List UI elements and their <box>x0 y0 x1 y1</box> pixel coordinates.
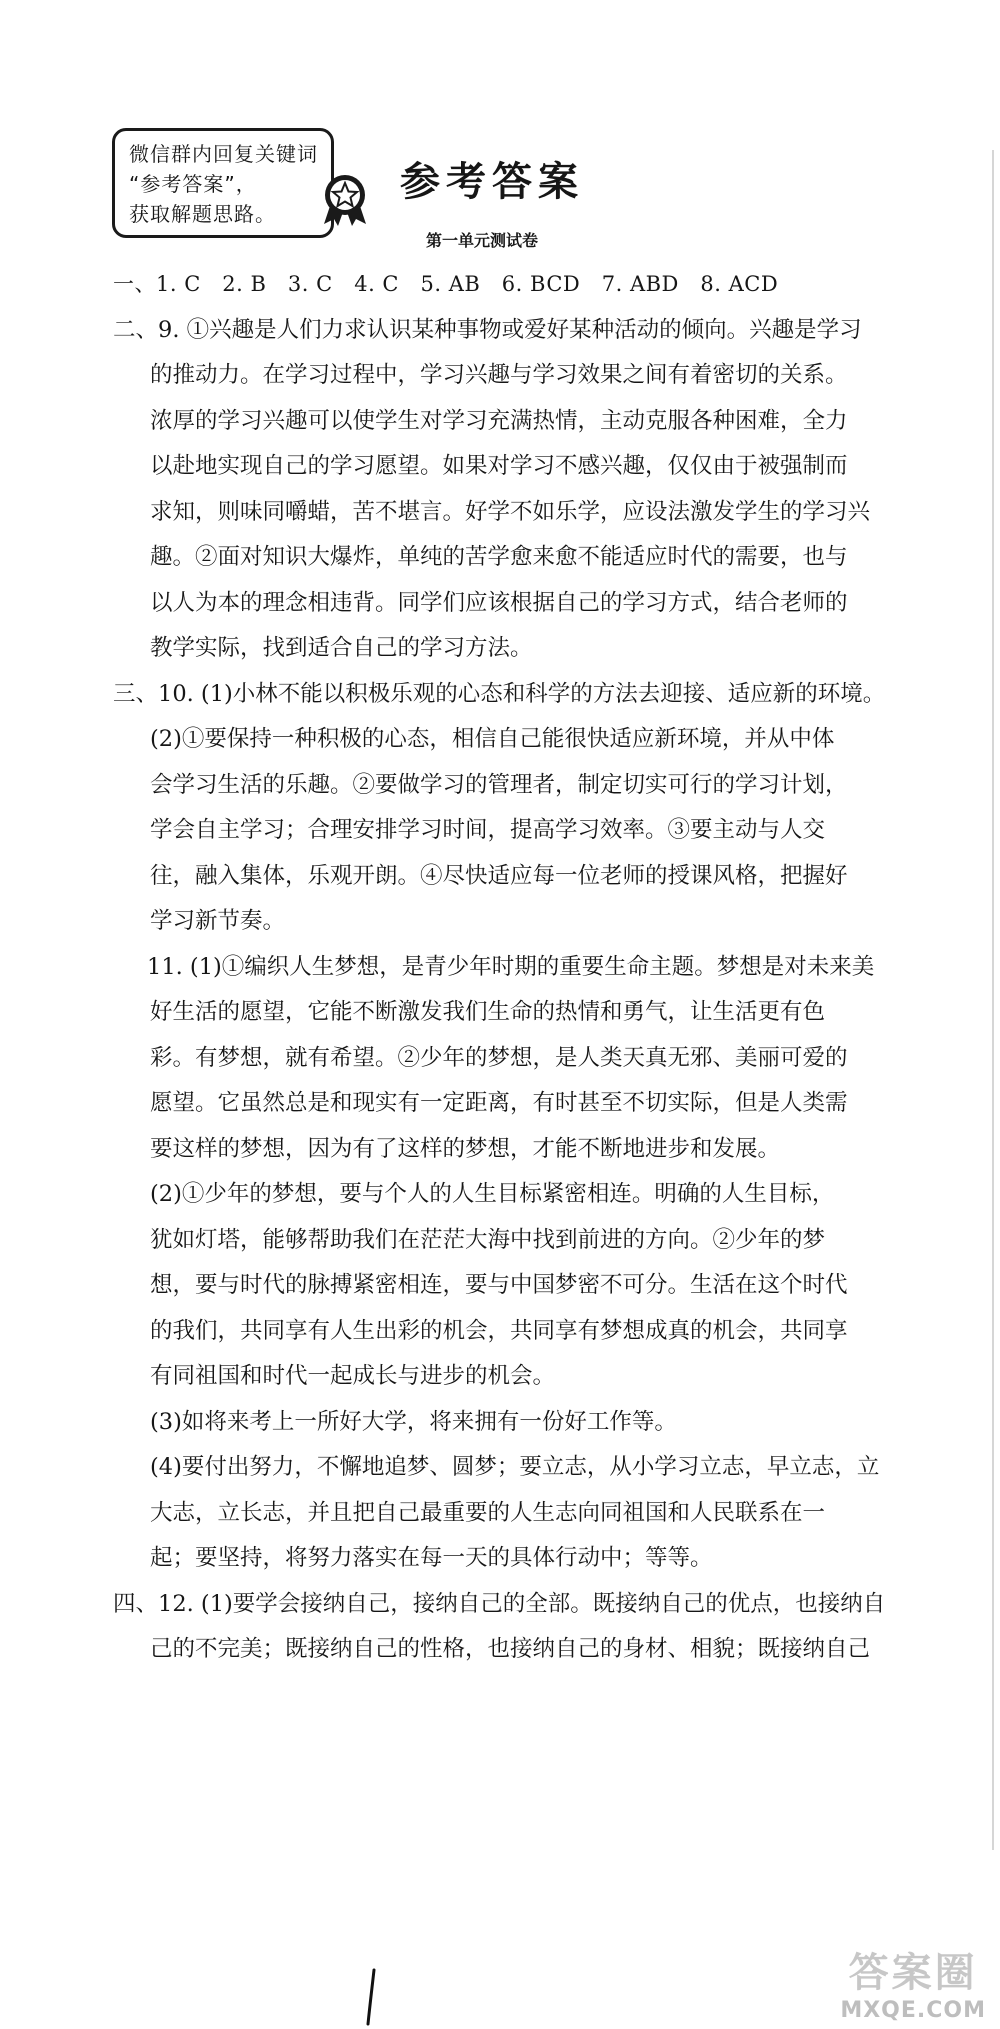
answer-line: (4)要付出努力，不懈地追梦、圆梦；要立志，从小学习立志，早立志，立 <box>150 1454 880 1480</box>
section-4-answer <box>113 1582 943 1673</box>
answer-line: 往，融入集体，乐观开朗。④尽快适应每一位老师的授课风格，把握好 <box>150 862 848 889</box>
answer-line: 的推动力。在学习过程中，学习兴趣与学习效果之间有着密切的关系。 <box>150 362 848 388</box>
section-3-answer <box>113 672 943 1582</box>
answer-line: 学会自主学习；合理安排学习时间，提高学习效率。③要主动与人交 <box>150 817 826 843</box>
answer-line: 要这样的梦想，因为有了这样的梦想，才能不断地进步和发展。 <box>150 1135 781 1162</box>
answer-line: (2)①要保持一种积极的心态，相信自己能很快适应新环境，并从中体 <box>150 726 835 752</box>
answer-line: 以赴地实现自己的学习愿望。如果对学习不感兴趣，仅仅由于被强制而 <box>150 453 848 479</box>
answer-line: 好生活的愿望，它能不断激发我们生命的热情和勇气，让生活更有色 <box>150 999 826 1025</box>
answer-line: 二、9. ①兴趣是人们力求认识某种事物或爱好某种活动的倾向。兴趣是学习 <box>113 316 862 343</box>
answer-line: 起；要坚持，将努力落实在每一天的具体行动中；等等。 <box>150 1545 713 1571</box>
notice-line: 获取解题思路。 <box>129 202 276 226</box>
answer-line: 彩。有梦想，就有希望。②少年的梦想，是人类天真无邪、美丽可爱的 <box>150 1044 848 1071</box>
notice-line: 微信群内回复关键词 <box>129 142 318 166</box>
answer-line: 的我们，共同享有人生出彩的机会，共同享有梦想成真的机会，共同享 <box>150 1317 848 1344</box>
unit-subtitle: 第一单元测试卷 <box>426 231 539 250</box>
answer-line: (2)①少年的梦想，要与个人的人生目标紧密相连。明确的人生目标， <box>150 1181 835 1207</box>
section-2-answer <box>113 308 943 672</box>
page-title: 参考答案 <box>400 159 584 205</box>
answer-line: 11. (1)①编织人生梦想，是青少年时期的重要生命主题。梦想是对未来美 <box>147 953 875 980</box>
answer-line: 己的不完美；既接纳自己的性格，也接纳自己的身材、相貌；既接纳自己 <box>150 1636 871 1662</box>
answer-line: 想，要与时代的脉搏紧密相连，要与中国梦密不可分。生活在这个时代 <box>150 1272 848 1298</box>
answer-line: 犹如灯塔，能够帮助我们在茫茫大海中找到前进的方向。②少年的梦 <box>150 1226 826 1253</box>
star-ribbon-badge-icon <box>316 170 374 228</box>
answer-line: 浓厚的学习兴趣可以使学生对学习充满热情，主动克服各种困难，全力 <box>150 407 848 434</box>
answer-line: 教学实际，找到适合自己的学习方法。 <box>150 635 533 661</box>
answer-line: (3)如将来考上一所好大学，将来拥有一份好工作等。 <box>150 1408 677 1435</box>
pen-mark <box>360 1968 384 2026</box>
answer-line: 会学习生活的乐趣。②要做学习的管理者，制定切实可行的学习计划， <box>150 771 848 798</box>
answer-line: 学习新节奏。 <box>150 908 286 934</box>
answer-line: 大志，立长志，并且把自己最重要的人生志向同祖国和人民联系在一 <box>150 1499 826 1526</box>
answer-line: 愿望。它虽然总是和现实有一定距离，有时甚至不切实际，但是人类需 <box>150 1090 848 1116</box>
answer-line: 三、10. (1)小林不能以积极乐观的心态和科学的方法去迎接、适应新的环境。 <box>113 680 886 707</box>
site-watermark <box>840 1941 986 2023</box>
wechat-notice-box <box>112 128 334 238</box>
watermark-logo-text: 答案圈 <box>848 1950 978 1996</box>
page-edge-shadow <box>992 150 994 1850</box>
answer-line: 有同祖国和时代一起成长与进步的机会。 <box>150 1363 556 1389</box>
answer-line: 四、12. (1)要学会接纳自己，接纳自己的全部。既接纳自己的优点，也接纳自 <box>113 1590 886 1617</box>
answer-line: 趣。②面对知识大爆炸，单纯的苦学愈来愈不能适应时代的需要，也与 <box>150 544 848 570</box>
answer-line: 求知，则味同嚼蜡，苦不堪言。好学不如乐学，应设法激发学生的学习兴 <box>150 498 871 525</box>
mcq-answers-line: 一、1. C 2. B 3. C 4. C 5. AB 6. BCD 7. ABD 8. ACD <box>113 272 779 296</box>
answer-body <box>113 262 943 1673</box>
answer-line: 以人为本的理念相违背。同学们应该根据自己的学习方式，结合老师的 <box>150 589 848 616</box>
notice-line: “参考答案”， <box>129 172 257 196</box>
watermark-url: MXQE.COM <box>840 1998 986 2023</box>
